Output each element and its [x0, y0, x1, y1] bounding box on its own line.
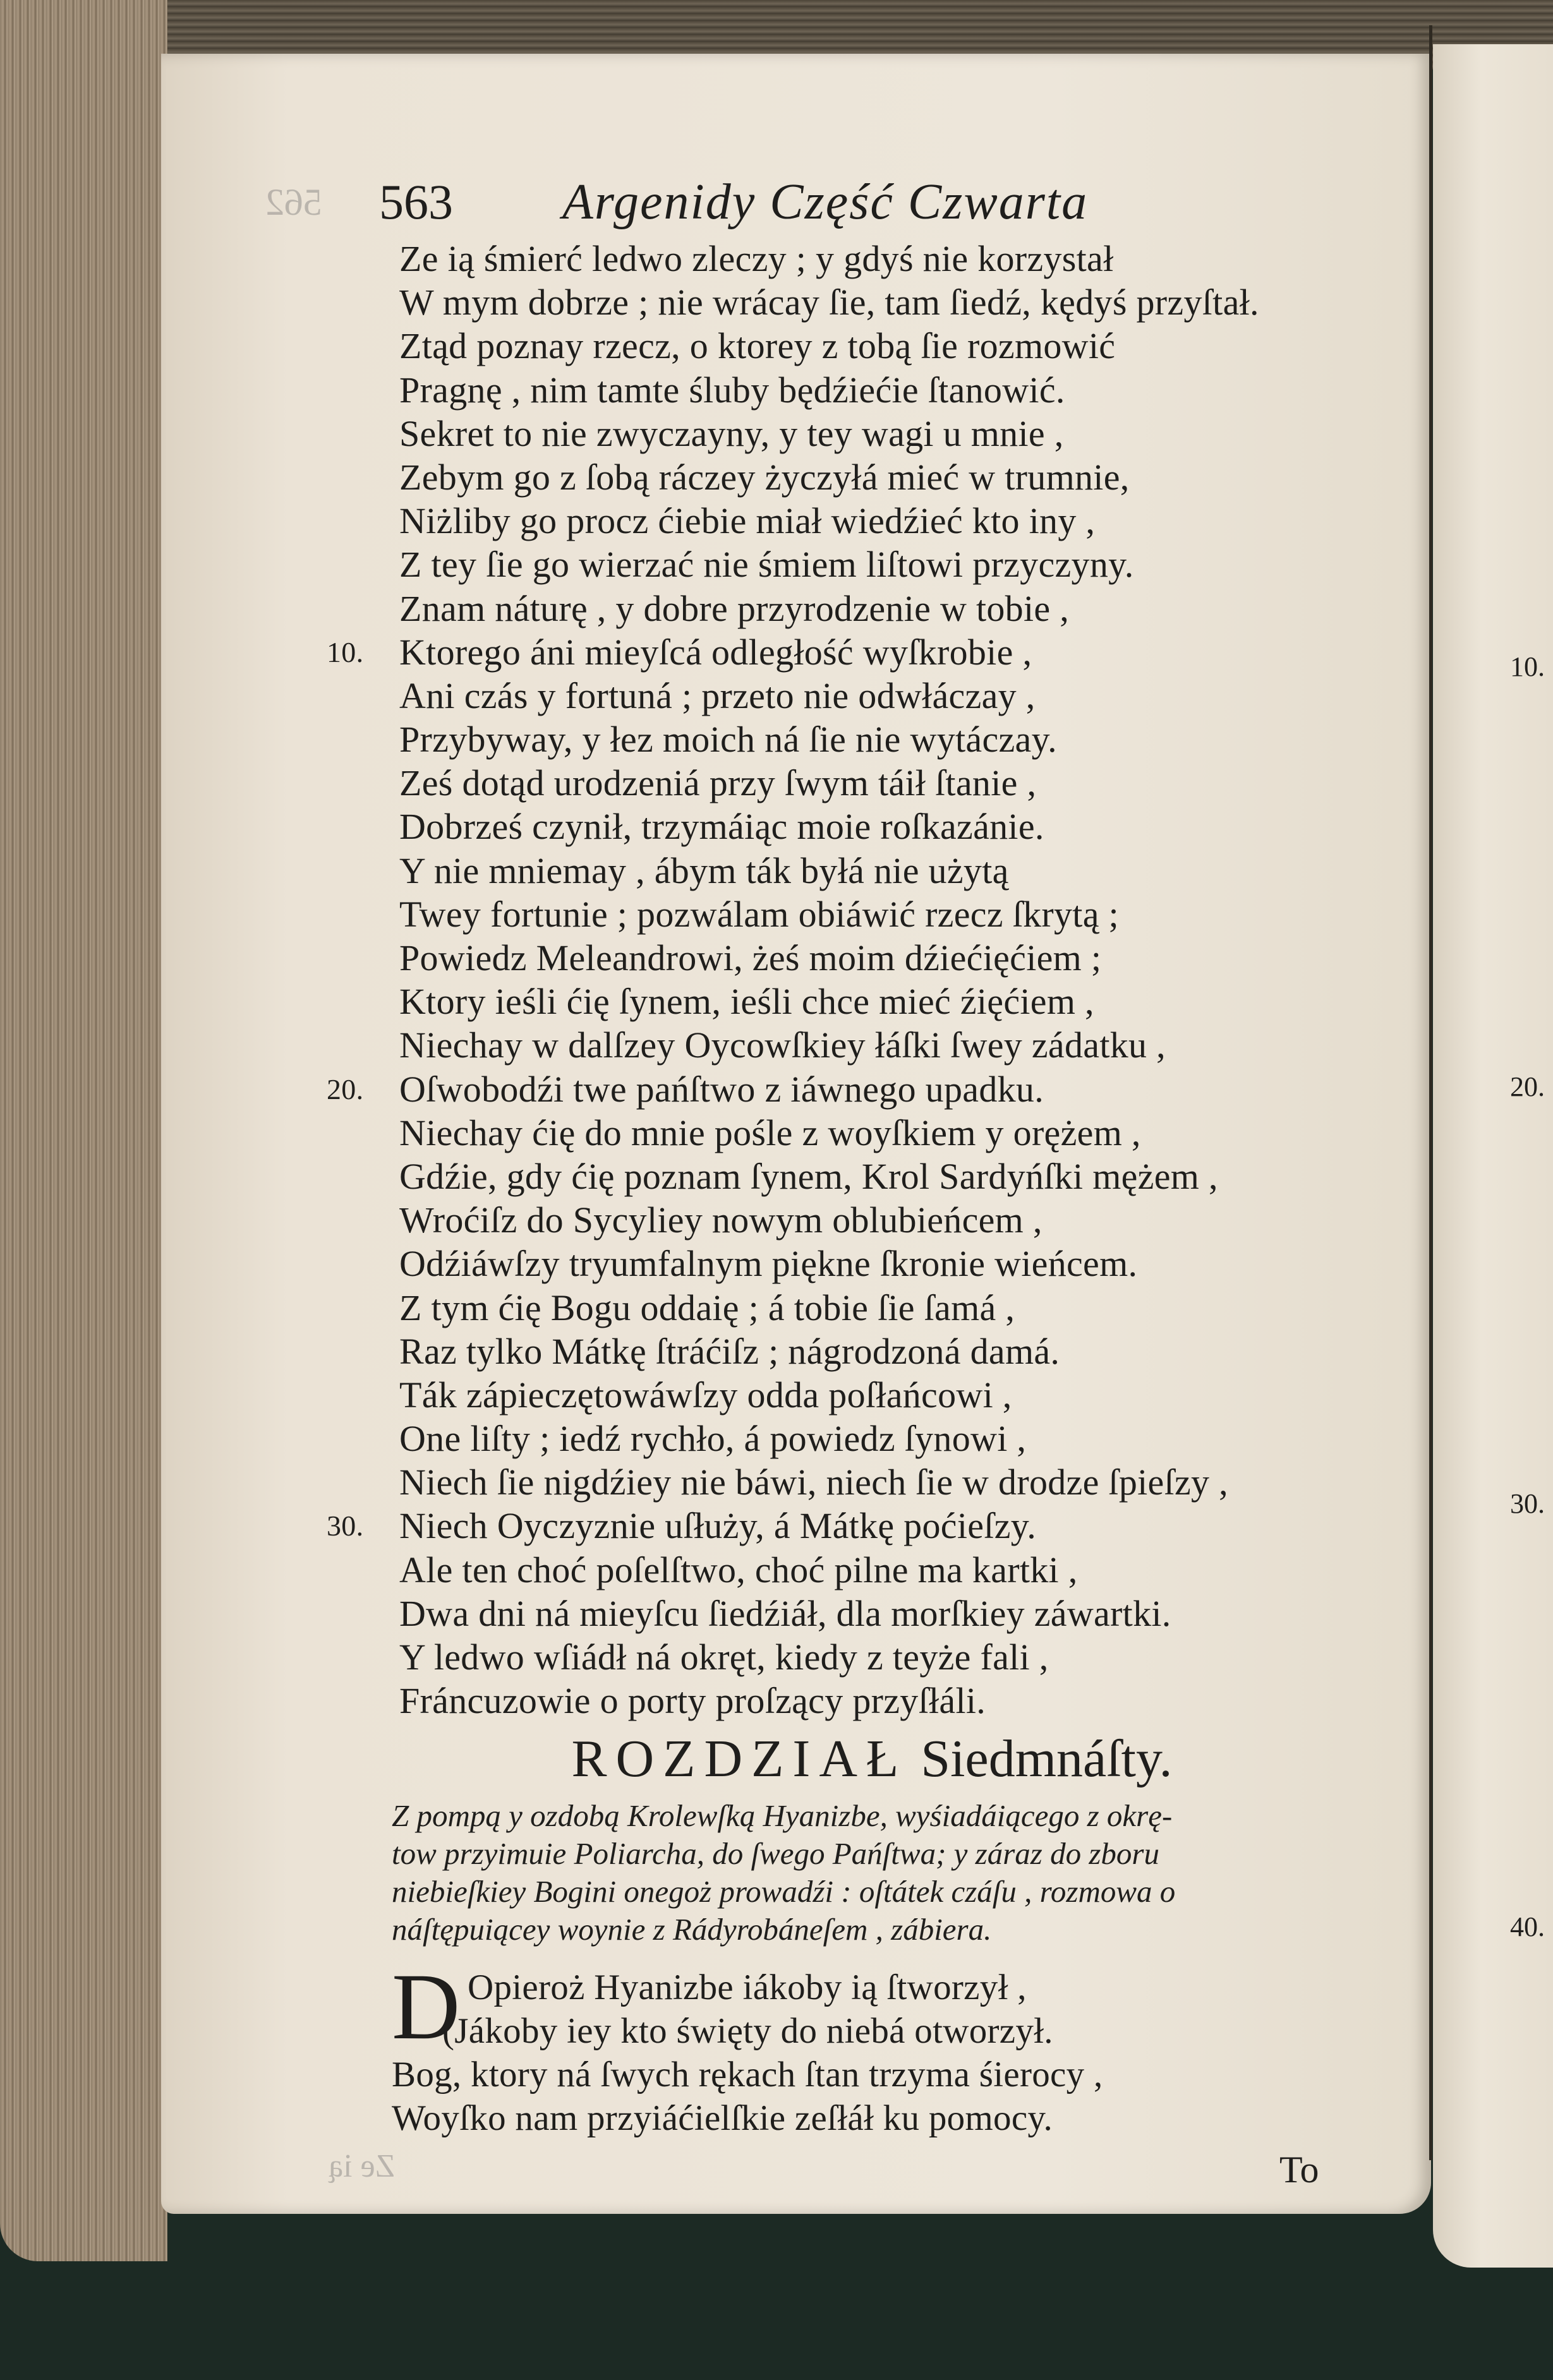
verse-line: [327, 630, 1385, 674]
argument-line: náſtępuiącey woynie z Rádyrobáneſem , zábiera.: [392, 1912, 992, 1947]
argument-line: Z pompą y ozdobą Krolewſką Hyanizbe, wyśiadáiącego z okrę-: [392, 1798, 1173, 1833]
verse-line-text: Fráncuzowie o porty proſzący przyſłáli.: [399, 1680, 986, 1722]
verse-line-text: Niechay ćię do mnie pośle z woyſkiem y orężem ,: [399, 1112, 1141, 1153]
verse-line: [399, 1373, 1385, 1417]
facing-line-number: 10.: [1510, 651, 1545, 682]
verse-line: [399, 1635, 1385, 1679]
verse-line-text: Ani czás y fortuná ; przeto nie odwłáczay ,: [399, 675, 1036, 716]
verse-line: [399, 499, 1385, 543]
verse-line-text: Sekret to nie zwyczayny, y tey wagi u mnie ,: [399, 412, 1064, 454]
verse-line-text: Ze ią śmierć ledwo zleczy ; y gdyś nie korzystał: [399, 238, 1114, 279]
page-number: 563: [379, 174, 453, 229]
verse-line: [327, 1067, 1385, 1111]
verse-line: (Jákoby iey kto święty do niebá otworzył.: [442, 2011, 1053, 2051]
verse-line-text: One liſty ; iedź rychło, á powiedz ſynowi ,: [399, 1418, 1027, 1460]
verse-line: [399, 1330, 1385, 1373]
verse-line-text: Dobrześ czynił, trzymáiąc moie roſkazánie.: [399, 806, 1044, 848]
chapter-opening-verse: [392, 1954, 1377, 2140]
verse-line-text: Wroćiſz do Sycyliey nowym oblubieńcem ,: [399, 1199, 1042, 1241]
verse-line: [399, 849, 1385, 892]
verse-line: [399, 1592, 1385, 1635]
verse-block: [327, 237, 1385, 1722]
verse-line: [399, 1286, 1385, 1330]
verse-line: [399, 1023, 1385, 1067]
verse-line: [399, 412, 1385, 455]
argument-line: niebieſkiey Bogini onegoż prowadźi : oſtátek czáſu , rozmowa o: [392, 1874, 1176, 1909]
verse-line-text: Znam náturę , y dobre przyrodzenie w tobie ,: [399, 587, 1070, 629]
verse-line: [399, 1242, 1385, 1285]
stacked-page-edges: [0, 0, 167, 2261]
verse-line: [399, 237, 1385, 280]
drop-cap: D: [392, 1954, 461, 2059]
verse-line: [399, 980, 1385, 1023]
chapter-heading-word: Siedmnáſty.: [921, 1729, 1173, 1788]
verse-line: [399, 543, 1385, 586]
verse-line-text: Zebym go z ſobą ráczey życzyłá mieć w trumnie,: [399, 456, 1130, 498]
verse-line-text: Y nie mniemay , ábym ták byłá nie użytą: [399, 850, 1009, 891]
verse-line: [399, 805, 1385, 848]
verse-line-text: Niechay w dalſzey Oycowſkiey łáſki ſwey zádatku ,: [399, 1025, 1166, 1066]
verse-line-text: Przybyway, y łez moich ná ſie nie wytáczay.: [399, 719, 1057, 760]
verse-line: [399, 892, 1385, 936]
verse-line: [399, 280, 1385, 324]
verse-line: [399, 936, 1385, 980]
verse-line: [399, 368, 1385, 412]
verse-line-text: Niżliby go procz ćiebie miał wiedźieć kto iny ,: [399, 500, 1096, 542]
verse-line-text: Z tey ſie go wierzać nie śmiem liſtowi przyczyny.: [399, 544, 1134, 586]
running-title: Argenidy Część Czwarta: [562, 174, 1089, 230]
show-through-footer: Ze ią: [329, 2148, 396, 2184]
verse-line-text: Raz tylko Mátkę ſtráćiſz ; nágrodzoná damá.: [399, 1330, 1060, 1372]
verse-line: [399, 718, 1385, 761]
verse-line: [399, 1417, 1385, 1460]
verse-line-text: Twey fortunie ; pozwálam obiáwić rzecz ſkrytą ;: [399, 893, 1119, 935]
verse-line-text: Oſwobodźi twe pańſtwo z iáwnego upadku.: [399, 1068, 1044, 1110]
verse-line-text: Ktory ieśli ćię ſynem, ieśli chce mieć źięćiem ,: [399, 981, 1094, 1023]
verse-line-text: Ztąd poznay rzecz, o ktorey z tobą ſie rozmowić: [399, 325, 1116, 367]
verse-line: [399, 1198, 1385, 1242]
verse-line-text: Dwa dni ná mieyſcu ſiedźiáł, dla morſkiey záwartki.: [399, 1592, 1171, 1634]
verse-line-text: Niech Oyczyznie uſłuży, á Mátkę poćieſzy.: [399, 1505, 1037, 1547]
chapter-argument: [392, 1797, 1384, 1949]
show-through-page-number: 562: [265, 181, 322, 223]
verse-line-text: Powiedz Meleandrowi, żeś moim dźiećięćiem ;: [399, 937, 1102, 978]
verse-line-text: Ześ dotąd urodzeniá przy ſwym táił ſtanie ,: [399, 762, 1037, 804]
verse-line-text: Gdźie, gdy ćię poznam ſynem, Krol Sardyńſki mężem ,: [399, 1155, 1218, 1197]
verse-line: [399, 1460, 1385, 1504]
facing-line-number: 40.: [1510, 1911, 1545, 1942]
verse-line-text: W mym dobrze ; nie wrácay ſie, tam ſiedź, kędyś przyſtał.: [399, 282, 1259, 323]
running-head: [379, 171, 1295, 234]
verse-line: [399, 1111, 1385, 1155]
verse-line: [399, 455, 1385, 499]
verse-line-text: Pragnę , nim tamte śluby będźiećie ſtanowić.: [399, 369, 1065, 411]
verse-line: [399, 587, 1385, 630]
chapter-heading: [379, 1724, 1365, 1794]
verse-line-text: Z tym ćię Bogu oddaię ; á tobie ſie ſamá ,: [399, 1287, 1015, 1328]
verse-line: Bog, ktory ná ſwych rękach ſtan trzyma śierocy ,: [392, 2055, 1103, 2095]
line-number: 30.: [327, 1510, 364, 1542]
chapter-heading-caps: ROZDZIAŁ: [571, 1729, 908, 1788]
facing-line-number: 30.: [1510, 1488, 1545, 1519]
gutter-fold: [1429, 25, 1432, 2160]
verse-line: [327, 1504, 1385, 1548]
verse-line: Woyſko nam przyiáćielſkie zeſłáł ku pomocy.: [392, 2098, 1053, 2138]
facing-line-number: 20.: [1510, 1071, 1545, 1102]
verse-line: [399, 324, 1385, 368]
line-number: 10.: [327, 635, 364, 668]
verse-line-text: Odźiáwſzy tryumfalnym piękne ſkronie wieńcem.: [399, 1243, 1138, 1285]
verse-line-text: Opieroż Hyanizbe iákoby ią ſtworzył ,: [468, 1968, 1027, 2007]
verse-line: [399, 1155, 1385, 1198]
catchword: To: [1279, 2149, 1319, 2191]
argument-line: tow przyimuie Poliarcha, do ſwego Pańſtwa; y záraz do zboru: [392, 1836, 1159, 1871]
verse-line: [399, 1548, 1385, 1592]
verse-line-text: Ták zápieczętowáwſzy odda poſłańcowi ,: [399, 1374, 1012, 1415]
verse-line: [399, 674, 1385, 718]
verse-line: [399, 1679, 1385, 1722]
verse-line-text: Ktorego áni mieyſcá odległość wyſkrobie ,: [399, 631, 1032, 673]
verse-line: [399, 761, 1385, 805]
verse-line-text: Y ledwo wſiádł ná okręt, kiedy z teyże fali ,: [399, 1637, 1049, 1678]
line-number: 20.: [327, 1073, 364, 1105]
verse-line-text: Niech ſie nigdźiey nie báwi, niech ſie w drodze ſpieſzy ,: [399, 1462, 1228, 1503]
verse-line-text: Ale ten choć poſelſtwo, choć pilne ma kartki ,: [399, 1549, 1078, 1590]
